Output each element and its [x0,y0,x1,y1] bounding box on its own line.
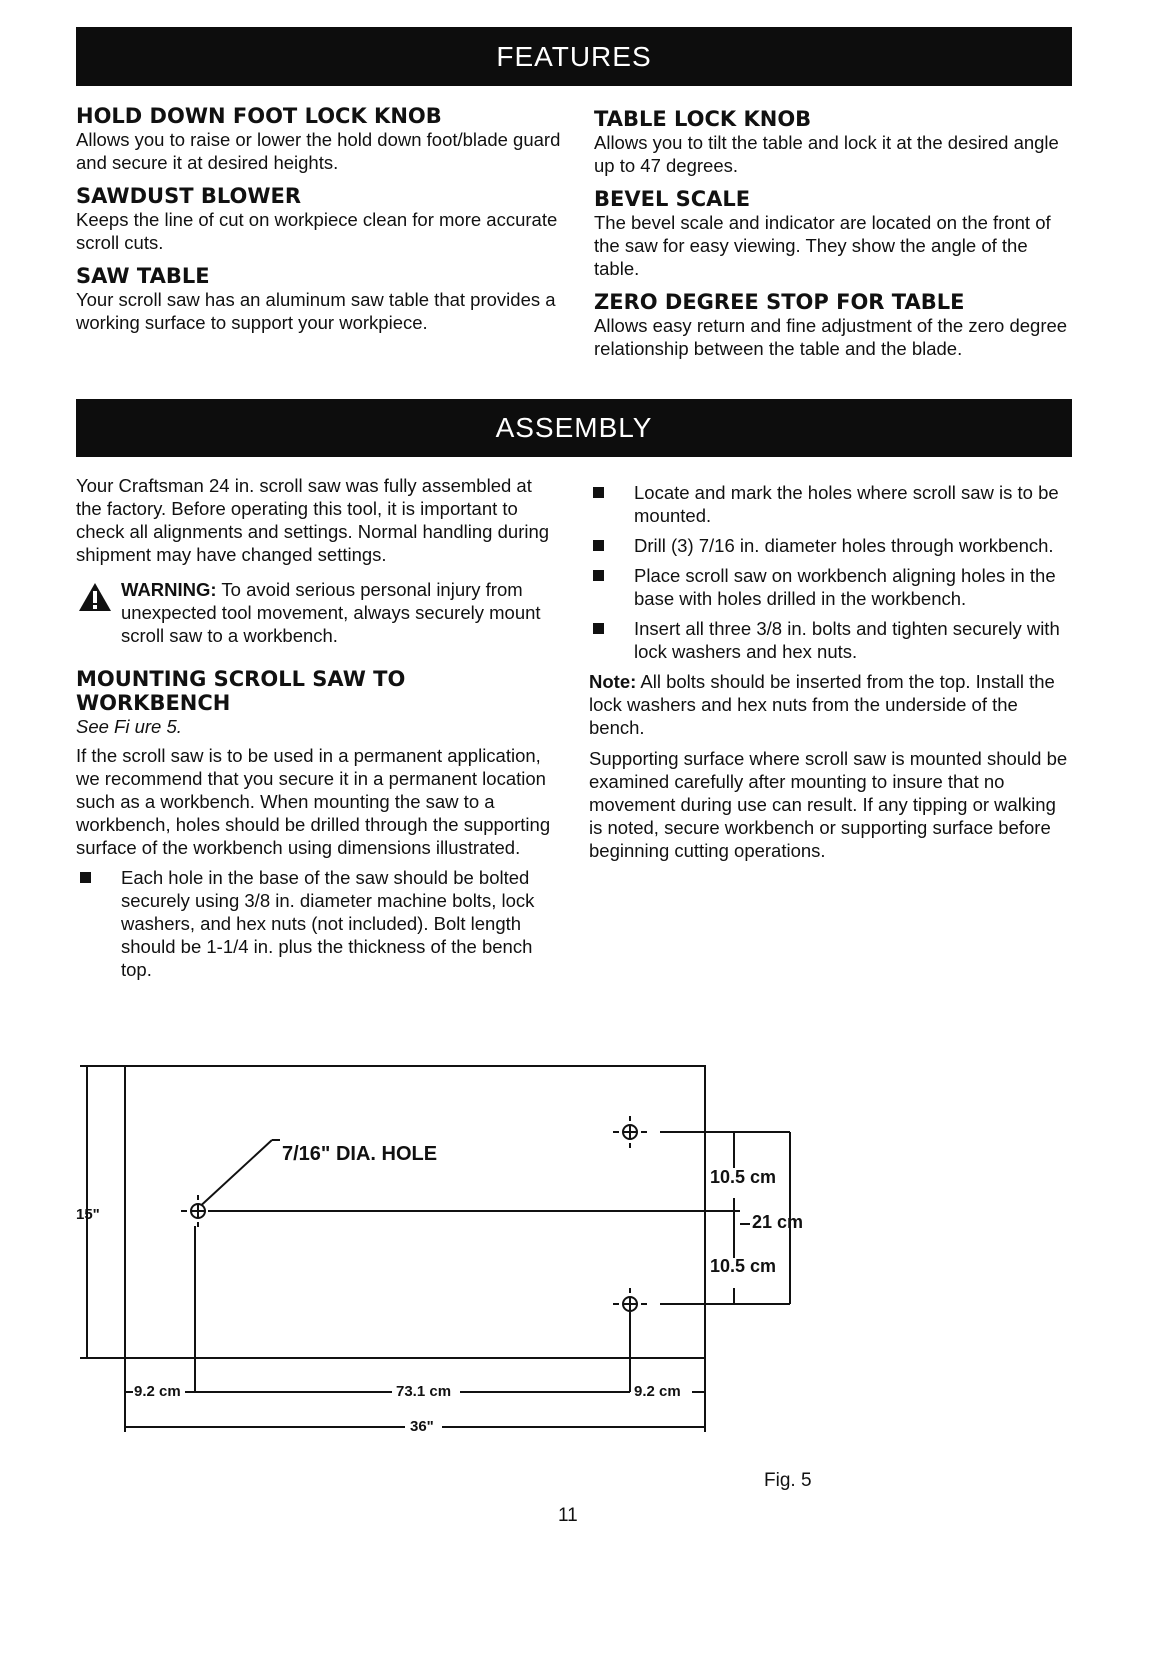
list-item [589,564,1074,610]
feature-text: Keeps the line of cut on workpiece clean for more accurate scroll cuts. [76,209,558,253]
list-item [589,534,1074,557]
width-inch-label: 36" [410,1418,434,1435]
bullet-text: Insert all three 3/8 in. bolts and tighten securely with lock washers and hex nuts. [634,618,1060,662]
features-banner [76,27,1072,86]
list-item [589,481,1074,527]
hole-icon [613,1116,647,1148]
warning-label: WARNING: [121,579,217,600]
bullet-icon [593,487,604,498]
list-item [589,617,1074,663]
dim-center-label: 73.1 cm [396,1383,452,1400]
height-inch-label: 15" [76,1206,100,1223]
features-left-column [76,104,566,334]
feature-title: HOLD DOWN FOOT LOCK KNOB [76,104,442,128]
bullet-text: Drill (3) 7/16 in. diameter holes through workbench. [634,535,1054,556]
bullet-icon [80,872,91,883]
feature-title: SAW TABLE [76,264,210,288]
warning-icon [78,582,112,617]
warning-block [76,578,561,647]
feature-title: ZERO DEGREE STOP FOR TABLE [594,290,965,314]
bullet-icon [593,570,604,581]
note-label: Note: [589,671,637,692]
feature-text: Your scroll saw has an aluminum saw table that provides a working surface to support your workpiece. [76,289,556,333]
assembly-banner-title: ASSEMBLY [495,412,653,443]
mounting-title: MOUNTING SCROLL SAW TO WORKBENCH [76,667,406,715]
list-item [76,866,561,981]
bullet-text: Locate and mark the holes where scroll saw is to be mounted. [634,482,1059,526]
assembly-intro: Your Craftsman 24 in. scroll saw was fully assembled at the factory. Before operating this tool, it is important to check all alignments and settings. Normal handling during shipment may have changed settings. [76,475,550,565]
warning-text: To avoid serious personal injury from unexpected tool movement, always securely mount scroll saw to a workbench. [121,579,541,646]
feature-text: Allows you to tilt the table and lock it at the desired angle up to 47 degrees. [594,132,1059,176]
mounting-text: If the scroll saw is to be used in a permanent application, we recommend that you secure it in a permanent location such as a workbench. When mounting the saw to a workbench, holes should be drilled through the supporting surface of the workbench using dimensions illustrated. [76,745,551,858]
bullet-text: Place scroll saw on workbench aligning holes in the base with holes drilled in the workbench. [634,565,1056,609]
dim-total-label: 21 cm [752,1212,804,1232]
features-right-column [594,107,1074,360]
figure-caption: Fig. 5 [764,1470,812,1491]
see-figure-ref: See Fi ure 5. [76,716,182,737]
dim-top-label: 10.5 cm [710,1167,777,1187]
feature-title: BEVEL SCALE [594,187,751,211]
feature-title: TABLE LOCK KNOB [594,107,812,131]
dim-right-label: 9.2 cm [634,1383,681,1400]
note-block [589,670,1074,739]
bullet-text: Each hole in the base of the saw should be bolted securely using 3/8 in. diameter machine bolts, lock washers, and hex nuts (not included). Bolt length should be 1-1/4 in. plus the thickness of the bench top. [121,867,535,980]
page-number: 11 [558,1505,578,1526]
hole-label: 7/16" DIA. HOLE [282,1143,438,1165]
hole-icon [181,1195,215,1227]
assembly-right-column [589,481,1074,862]
dim-bottom-label: 10.5 cm [710,1256,777,1276]
note-text: All bolts should be inserted from the top. Install the lock washers and hex nuts from the underside of the bench. [589,671,1055,738]
bullet-icon [593,540,604,551]
features-banner-title: FEATURES [496,41,652,72]
feature-text: Allows you to raise or lower the hold down foot/blade guard and secure it at desired heights. [76,129,561,173]
support-text: Supporting surface where scroll saw is mounted should be examined carefully after mounting to insure that no movement during use can result. If any tipping or walking is noted, secure workbench or supporting surface before beginning cutting operations. [589,748,1068,861]
assembly-banner [76,399,1072,457]
hole-icon [613,1288,647,1320]
feature-text: The bevel scale and indicator are located on the front of the saw for easy viewing. They show the angle of the table. [594,212,1051,279]
assembly-left-column [76,474,561,988]
feature-title: SAWDUST BLOWER [76,184,302,208]
bullet-icon [593,623,604,634]
feature-text: Allows easy return and fine adjustment of the zero degree relationship between the table and the blade. [594,315,1068,359]
dim-left-label: 9.2 cm [134,1383,181,1400]
